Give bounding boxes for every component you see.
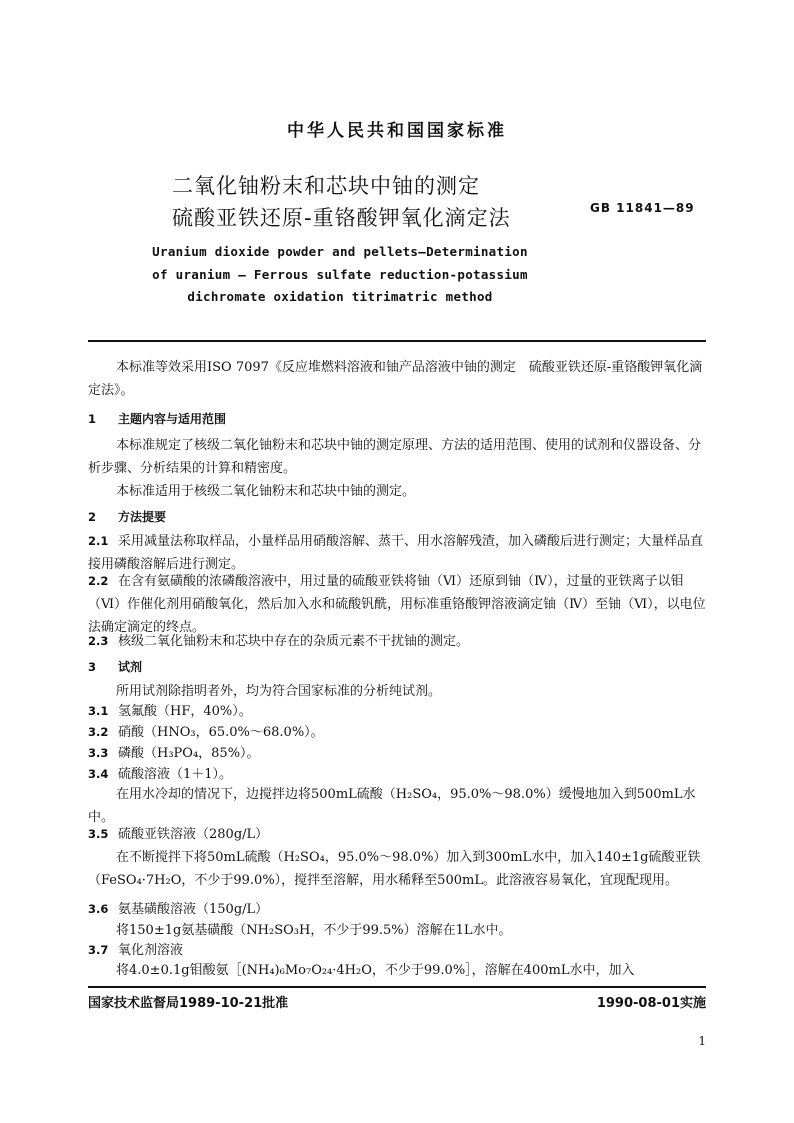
clause-number: 3.1: [88, 704, 109, 718]
title-en-line2: of uranium — Ferrous sulfate reduction-potassium: [152, 267, 528, 282]
clause-number: 2.1: [88, 534, 109, 548]
page-number: 1: [698, 1034, 706, 1048]
clause-number: 3.6: [88, 902, 109, 916]
reagent-3-2: [88, 721, 706, 744]
title-cn-line1: 二氧化铀粉末和芯块中铀的测定: [172, 174, 480, 198]
section-1-heading: [88, 408, 706, 431]
section-title: 方法提要: [118, 510, 167, 524]
reagent-3-6: [88, 898, 706, 921]
section-3-heading: [88, 656, 706, 679]
clause-number: 3.5: [88, 827, 109, 841]
reagent-3-6-description: 将150±1g氨基磺酸（NH₂SO₃H，不少于99.5%）溶解在1L水中。: [116, 923, 512, 938]
clause-text: 硫酸溶液（1＋1）。: [118, 767, 233, 782]
reagent-3-5: [88, 823, 706, 846]
clause-number: 2.3: [88, 634, 109, 648]
approval-date: 国家技术监督局1989-10-21批准: [88, 996, 289, 1011]
clause-text: 氧化剂溶液: [118, 943, 184, 958]
clause-text: 氢氟酸（HF，40%）。: [118, 704, 252, 719]
section-title: 试剂: [118, 660, 143, 674]
clause-text: 采用减量法称取样品，小量样品用硝酸溶解、蒸干、用水溶解残渣，加入磷酸后进行测定；大量样品直接用磷酸溶解后进行测定。: [88, 534, 704, 572]
title-en-line3: dichromate oxidation titrimatric method: [187, 289, 493, 304]
reagent-3-5-description: 在不断搅拌下将50mL硫酸（H₂SO₄，95.0%～98.0%）加入到300mL水中，加入140±1g硫酸亚铁（FeSO₄·7H₂O，不少于99.0%），搅拌至溶解，用水稀释至500mL。此溶液容易氧化，宜现配现用。: [88, 850, 701, 888]
clause-text: 氨基磺酸溶液（150g/L）: [118, 902, 269, 917]
reagent-3-1: [88, 700, 706, 723]
clause-text: 磷酸（H₃PO₄，85%）。: [118, 746, 260, 761]
clause-number: 3.3: [88, 746, 109, 760]
header-rule: [88, 340, 706, 342]
clause-text: 在含有氨磺酸的浓磷酸溶液中，用过量的硫酸亚铁将铀（Ⅵ）还原到铀（Ⅳ），过量的亚铁离子以钼（Ⅵ）作催化剂用硝酸氧化，然后加入水和硫酸钒酰，用标准重铬酸钾溶液滴定铀（Ⅳ）至铀（Ⅵ），以电位法确定滴定的终点。: [88, 574, 706, 635]
clause-text: 硫酸亚铁溶液（280g/L）: [118, 827, 269, 842]
clause-number: 3.4: [88, 767, 109, 781]
section-1-paragraph-1: 本标准规定了核级二氧化铀粉末和芯块中铀的测定原理、方法的适用范围、使用的试剂和仪器设备、分析步骤、分析结果的计算和精密度。: [88, 438, 702, 476]
clause-2-3: [88, 630, 706, 653]
section-title: 主题内容与适用范围: [118, 412, 227, 426]
reagent-3-3: [88, 742, 706, 765]
standard-code: GB 11841—89: [590, 201, 695, 215]
section-2-heading: [88, 506, 706, 529]
clause-text: 核级二氧化铀粉末和芯块中存在的杂质元素不干扰铀的测定。: [118, 634, 470, 649]
clause-number: 3.7: [88, 943, 109, 957]
footer-rule: [88, 986, 706, 988]
clause-2-2: [88, 570, 706, 639]
section-number: 3: [88, 660, 97, 674]
document-header: 中华人民共和国国家标准: [287, 121, 507, 141]
intro-paragraph: 本标准等效采用ISO 7097《反应堆燃料溶液和铀产品溶液中铀的测定 硫酸亚铁还原-重铬酸钾氧化滴定法》。: [88, 360, 703, 398]
title-cn-line2: 硫酸亚铁还原-重铬酸钾氧化滴定法: [172, 206, 511, 230]
clause-number: 2.2: [88, 574, 109, 588]
clause-text: 硝酸（HNO₃，65.0%～68.0%）。: [118, 725, 324, 740]
reagent-3-7-description: 将4.0±0.1g钼酸氨［(NH₄)₆Mo₇O₂₄·4H₂O，不少于99.0%］，溶解在400mL水中，加入: [116, 963, 635, 978]
reagent-3-4-description: 在用水冷却的情况下，边搅拌边将500mL硫酸（H₂SO₄，95.0%～98.0%）缓慢地加入到500mL水中。: [88, 787, 696, 825]
implementation-date: 1990-08-01实施: [596, 996, 706, 1011]
title-en-line1: Uranium dioxide powder and pellets—Determination: [152, 244, 528, 259]
clause-number: 3.2: [88, 725, 109, 739]
section-1-paragraph-2: 本标准适用于核级二氧化铀粉末和芯块中铀的测定。: [116, 484, 416, 499]
section-number: 2: [88, 510, 97, 524]
section-number: 1: [88, 412, 97, 426]
section-3-intro: 所用试剂除指明者外，均为符合国家标准的分析纯试剂。: [116, 684, 442, 699]
